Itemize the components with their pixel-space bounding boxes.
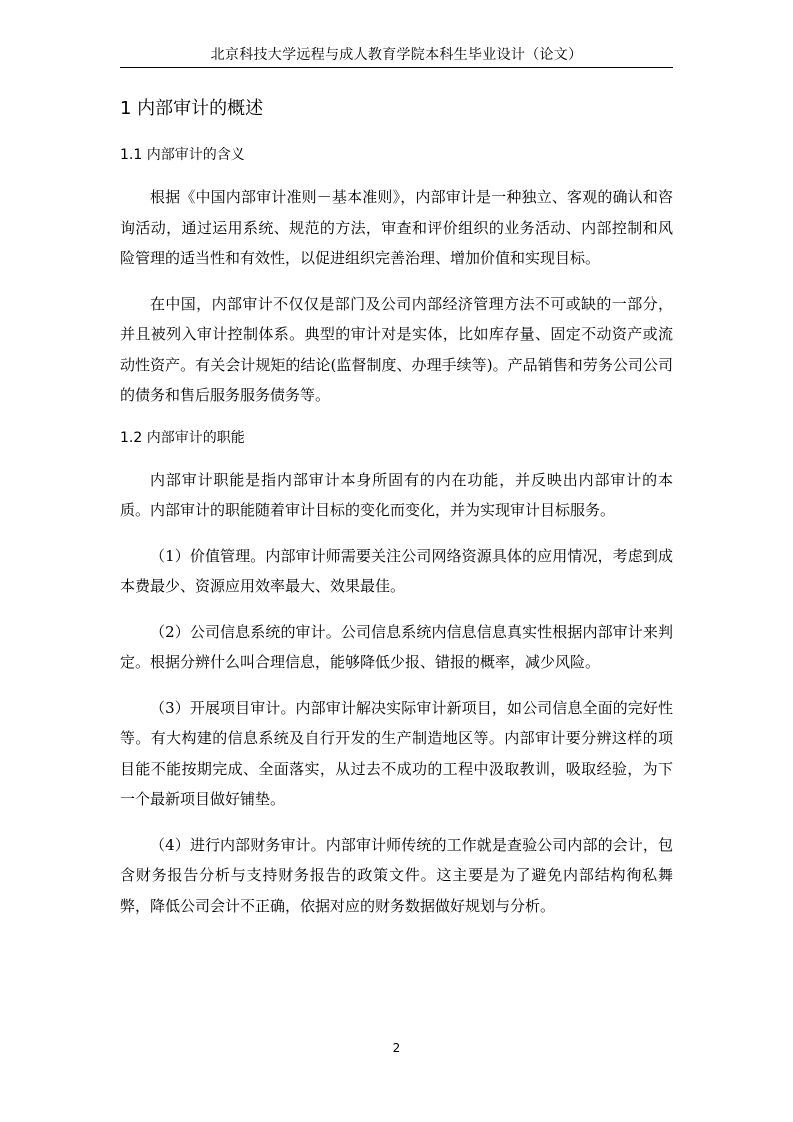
paragraph-1-1-a: 根据《中国内部审计准则－基本准则》，内部审计是一种独立、客观的确认和咨询活动，通过运用系统、规范的方法，审查和评价组织的业务活动、内部控制和风险管理的适当性和有效性，以促进组织完善治理、增加价值和实现目标。: [120, 188, 673, 267]
paragraph-1-2-item-4: （4）进行内部财务审计。内部审计师传统的工作就是查验公司内部的会计，包含财务报告分析与支持财务报告的政策文件。这主要是为了避免内部结构徇私舞弊，降低公司会计不正确，依据对应的财务数据做好规划与分析。: [120, 835, 673, 915]
paragraph-1-1-b: 在中国，内部审计不仅仅是部门及公司内部经济管理方法不可或缺的一部分，并且被列入审计控制体系。典型的审计对是实体，比如库存量、固定不动资产或流动性资产。有关会计规矩的结论(监督制度、办理手续等)。产品销售和劳务公司公司的债务和售后服务服务债务等。: [120, 294, 673, 404]
header-title: 北京科技大学远程与成人教育学院本科生毕业设计（论文）: [210, 47, 583, 63]
paragraph-1-2-a: 内部审计职能是指内部审计本身所固有的内在功能，并反映出内部审计的本质。内部审计的职能随着审计目标的变化而变化，并为实现审计目标服务。: [120, 470, 673, 519]
paragraph-1-2-item-3: （3）开展项目审计。内部审计解决实际审计新项目，如公司信息全面的完好性等。有大构建的信息系统及自行开发的生产制造地区等。内部审计要分辨这样的项目能不能按期完成、全面落实，从过去不成功的工程中汲取教训，吸取经验，为下一个最新项目做好铺垫。: [120, 698, 673, 808]
paragraph-1-2-item-1: （1）价值管理。内部审计师需要关注公司网络资源具体的应用情况，考虑到成本费最少、资源应用效率最大、效果最佳。: [120, 546, 673, 595]
section-heading-1-2: 1.2 内部审计的职能: [120, 429, 245, 446]
document-body: [120, 96, 673, 936]
page-number: 2: [392, 1041, 401, 1055]
section-heading-1-1: 1.1 内部审计的含义: [120, 147, 245, 163]
chapter-heading: 1 内部审计的概述: [120, 98, 264, 119]
paragraph-1-2-item-2: （2）公司信息系统的审计。公司信息系统内信息信息真实性根据内部审计来判定。根据分辨什么叫合理信息，能够降低少报、错报的概率，减少风险。: [120, 622, 673, 671]
page-header: [120, 0, 673, 68]
